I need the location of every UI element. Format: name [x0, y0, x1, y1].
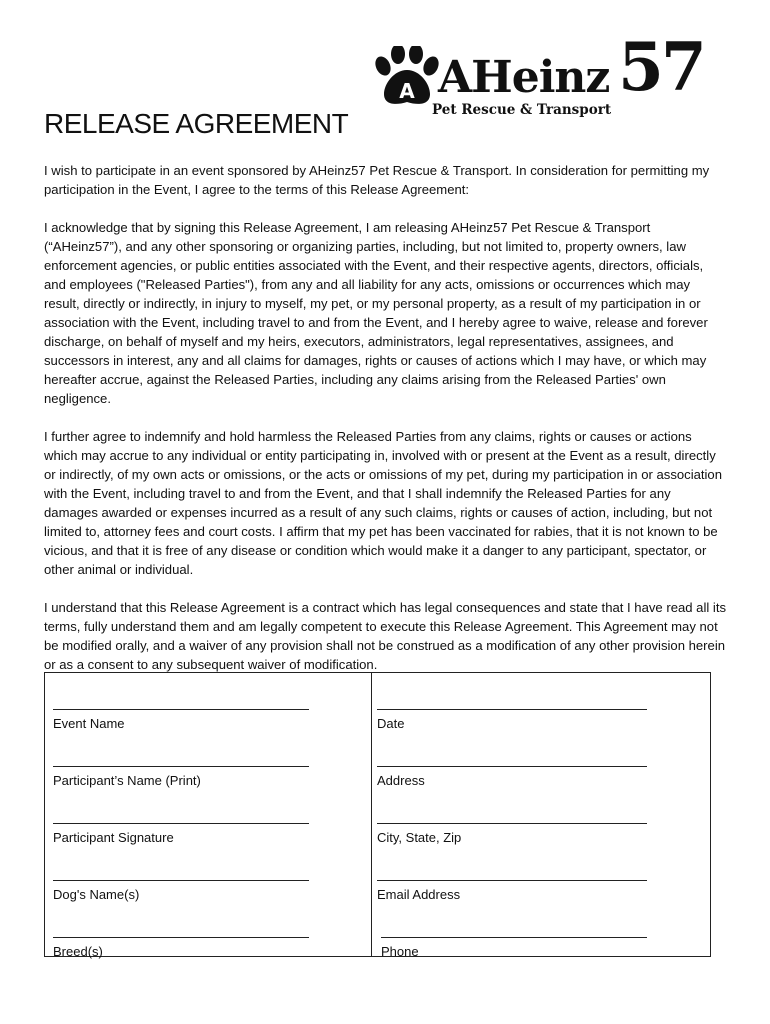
field-label: Email Address: [377, 887, 461, 902]
signature-line: [53, 880, 309, 881]
field-label: Phone: [381, 944, 419, 959]
dog-names-field[interactable]: [53, 880, 309, 902]
breeds-field[interactable]: [53, 937, 309, 959]
logo-name: AHeinz: [438, 52, 610, 103]
participant-signature-field[interactable]: [53, 823, 309, 845]
field-label: Breed(s): [53, 944, 103, 959]
phone-field[interactable]: [381, 937, 647, 959]
signature-line: [53, 823, 309, 824]
signature-line: [377, 709, 647, 710]
field-label: Participant Signature: [53, 830, 174, 845]
email-address-field[interactable]: [377, 880, 647, 902]
document-title: RELEASE AGREEMENT: [44, 108, 349, 139]
field-label: Participant’s Name (Print): [53, 773, 201, 788]
signature-form: [44, 672, 711, 957]
field-label: Address: [377, 773, 425, 788]
organization-logo: [374, 28, 704, 124]
paragraph-understanding: I understand that this Release Agreement is a contract which has legal consequences and state that I have read all its terms, fully understand them and am legally competent to execute this Release Agreement. This Agreement may not be modified orally, and a waiver of any provision shall not be construed as a modification of any other provision herein or as a consent to any subsequent waiver of modification.: [44, 600, 727, 672]
signature-line: [377, 823, 647, 824]
city-state-zip-field[interactable]: [377, 823, 647, 845]
signature-line: [53, 709, 309, 710]
agreement-body: [44, 161, 728, 693]
signature-line: [53, 937, 309, 938]
signature-line: [53, 766, 309, 767]
date-field[interactable]: [377, 709, 647, 731]
paw-print-icon: [374, 46, 440, 110]
field-label: City, State, Zip: [377, 830, 462, 845]
paw-letter: A: [399, 79, 415, 103]
participant-name-field[interactable]: [53, 766, 309, 788]
field-label: Event Name: [53, 716, 125, 731]
address-field[interactable]: [377, 766, 647, 788]
signature-line: [377, 880, 647, 881]
field-label: Dog's Name(s): [53, 887, 140, 902]
logo-tagline: Pet Rescue & Transport: [432, 102, 612, 118]
paragraph-indemnify: I further agree to indemnify and hold harmless the Released Parties from any claims, rights or causes or actions which may accrue to any individual or entity participating in, involved with or present at the Event as a result, directly or indirectly, of my own acts or omissions, or the acts or omissions of my pet, during my participation in or association with the Event, including travel to and from the Event, and that I shall indemnify the Released Parties for any damages awarded or expenses incurred as a result of any such claims, rights or causes of action, including, but not limited to, attorney fees and court costs. I affirm that my pet has been vaccinated for rabies, that it is not known to be vicious, and that it is free of any disease or condition which would make it a danger to any participant, spectator, or other animal or individual.: [44, 429, 722, 577]
event-name-field[interactable]: [53, 709, 309, 731]
field-label: Date: [377, 716, 405, 731]
paragraph-intro: I wish to participate in an event sponsored by AHeinz57 Pet Rescue & Transport. In consideration for permitting my participation in the Event, I agree to the terms of this Release Agreement:: [44, 163, 710, 197]
paragraph-release: I acknowledge that by signing this Release Agreement, I am releasing AHeinz57 Pet Rescue & Transport (“AHeinz57”), and any other sponsoring or organizing parties, including, but not limited to, property owners, law enforcement agencies, or public entities associated with the Event, and their respective agents, directors, officials, and employees ("Released Parties"), from any and all liability for any acts, omissions or occurrences which may result, directly or indirectly, in injury to myself, my pet, or my personal property, as a result of my participation in or association with the Event, including travel to and from the Event, and I hereby agree to waive, release and forever discharge, on behalf of myself and my heirs, executors, administrators, legal representatives, assignees, and successors in interest, any and all claims for damages, rights or causes of actions which I may have, or which may hereafter accrue, against the Released Parties, including any claims arising from the Released Parties' own negligence.: [44, 220, 708, 406]
signature-line: [377, 766, 647, 767]
column-divider: [371, 673, 372, 956]
signature-line: [381, 937, 647, 938]
logo-number: 57: [618, 28, 704, 106]
